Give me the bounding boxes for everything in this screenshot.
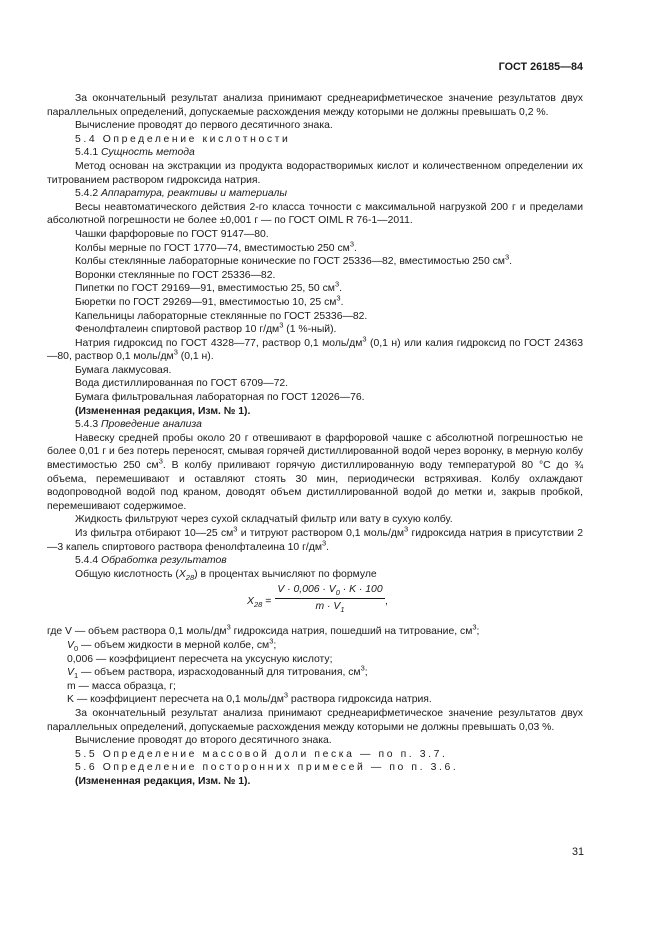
section-5-4-3-heading: 5.4.3 Проведение анализа xyxy=(75,419,202,431)
paragraph-result-1: За окончательный результат анализа принимают среднеарифметическое значение результатов двух параллельных определений, допускаемые расхождения между которыми не должны превышать 0,2 %. xyxy=(47,93,583,118)
formula-comma: , xyxy=(385,596,388,608)
material-pipettes: Пипетки по ГОСТ 29169—91, вместимостью 25, 50 $см^3$. xyxy=(75,279,342,295)
material-dishes: Чашки фарфоровые по ГОСТ 9147—80. xyxy=(75,228,269,240)
section-5-4-4-heading: 5.4.4 Обработка результатов xyxy=(75,555,227,567)
section-5-4-2-heading: 5.4.2 Аппаратура, реактивы и материалы xyxy=(75,188,288,200)
paragraph-filter: Жидкость фильтруют через сухой складчатый фильтр или вату в сухую колбу. xyxy=(75,514,453,526)
formula-numerator: $V \cdot 0,006 \cdot V_0 \cdot K \cdot 100$ xyxy=(275,583,385,599)
where-v0: $V_0$ — объем жидкости в мерной колбе, $см^3$; xyxy=(67,636,277,654)
material-water: Вода дистиллированная по ГОСТ 6709—72. xyxy=(75,378,289,390)
paragraph-calc-1: Вычисление проводят до первого десятичного знака. xyxy=(75,120,333,132)
material-litmus: Бумага лакмусовая. xyxy=(75,364,172,376)
material-burettes: Бюретки по ГОСТ 29269—91, вместимостью 10, 25 $см^3$. xyxy=(75,293,344,308)
paragraph-total-acidity: Общую кислотность $(X_{28})$ в процентах вычисляют по формуле xyxy=(75,568,377,582)
material-funnels: Воронки стеклянные по ГОСТ 25336—82. xyxy=(75,269,276,281)
formula-lhs: $X_{28}$ = xyxy=(247,596,272,610)
paragraph-analysis: Навеску средней пробы около 20 г отвешивают в фарфоровой чашке с абсолютной погрешностью не более 0,01 г и без потерь переносят, смывая горячей дистиллированной водой через воронку, в мерную колбу вместимостью 250 $см^3$. В колбу приливают горячую дистиллированную воду температурой 80 °С до ¾ объема, перемешивают и оставляют стоять 30 мин, периодически встряхивая. Колбу охлаждают водопроводной водой под краном, доводят объем дистиллированной водой до метки и, закрыв пробкой, перемешивают содержимое. xyxy=(47,432,583,512)
document-code-header: ГОСТ 26185—84 xyxy=(498,61,583,73)
amendment-note-2: (Измененная редакция, Изм. № 1). xyxy=(75,775,251,787)
paragraph-titration: Из фильтра отбирают 10—25 $см^3$ и титруют раствором 0,1 моль/$дм^3$ гидроксида натрия в присутствии 2—3 капель спиртового раствора фенолфталеина 10 $г/дм^3$. xyxy=(47,524,583,553)
acidity-formula xyxy=(47,583,583,621)
where-coefficient: 0,006 — коэффициент пересчета на уксусную кислоту; xyxy=(67,653,333,665)
amendment-note-1: (Измененная редакция, Изм. № 1). xyxy=(75,405,251,417)
paragraph-calc-2: Вычисление проводят до второго десятичного знака. xyxy=(75,735,332,747)
section-5-4-heading: 5.4 Определение кислотности xyxy=(75,133,291,145)
where-m: m — масса образца, г; xyxy=(67,680,176,692)
document-body xyxy=(47,92,583,789)
paragraph-result-2: За окончательный результат анализа принимают среднеарифметическое значение результатов двух параллельных определений, допускаемые расхождения между которыми не должны превышать 0,03 %. xyxy=(47,707,583,733)
material-filter-paper: Бумага фильтровальная лабораторная по ГОСТ 12026—76. xyxy=(75,392,365,404)
section-5-6-heading: 5.6 Определение посторонних примесей — по п. 3.6. xyxy=(75,762,459,774)
section-5-4-1-heading: 5.4.1 Сущность метода xyxy=(75,147,195,159)
where-v1: $V_1$ — объем раствора, израсходованный для титрования, $см^3$; xyxy=(67,663,368,681)
material-flasks-conical: Колбы стеклянные лабораторные конические по ГОСТ 25336—82, вместимостью 250 $см^3$. xyxy=(75,252,513,268)
formula-fraction xyxy=(275,583,385,613)
where-v: где V — объем раствора 0,1 моль/$дм^3$ гидроксида натрия, пошедший на титрование, $см^3$; xyxy=(47,622,480,638)
material-phenolphthalein: Фенолфталеин спиртовой раствор 10 $г/дм^3$ (1 %-ный). xyxy=(75,320,337,336)
where-k: K — коэффициент пересчета на 0,1 моль/$дм^3$ раствора гидроксида натрия. xyxy=(67,690,432,706)
paragraph-method: Метод основан на экстракции из продукта водорастворимых кислот и количественном определении их титрованием раствором гидроксида натрия. xyxy=(47,160,583,186)
material-sodium-hydroxide: Натрия гидроксид по ГОСТ 4328—77, раствор 0,1 моль/$дм^3$ (0,1 н) или калия гидроксид по ГОСТ 24363—80, раствор 0,1 моль/$дм^3$ (0,1 н). xyxy=(47,334,583,363)
material-droppers: Капельницы лабораторные стеклянные по ГОСТ 25336—82. xyxy=(75,310,368,322)
page-number: 31 xyxy=(571,846,584,858)
formula-denominator: $m \cdot V_1$ xyxy=(315,600,345,615)
material-scales: Весы неавтоматического действия 2-го класса точности с максимальной нагрузкой 200 г и пределами абсолютной погрешности не более ±0,001 г — по ГОСТ OIML R 76-1—2011. xyxy=(47,201,583,227)
material-flasks-volumetric: Колбы мерные по ГОСТ 1770—74, вместимостью 250 $см^3$. xyxy=(75,239,357,254)
section-5-5-heading: 5.5 Определение массовой доли песка — по п. 3.7. xyxy=(75,748,448,760)
